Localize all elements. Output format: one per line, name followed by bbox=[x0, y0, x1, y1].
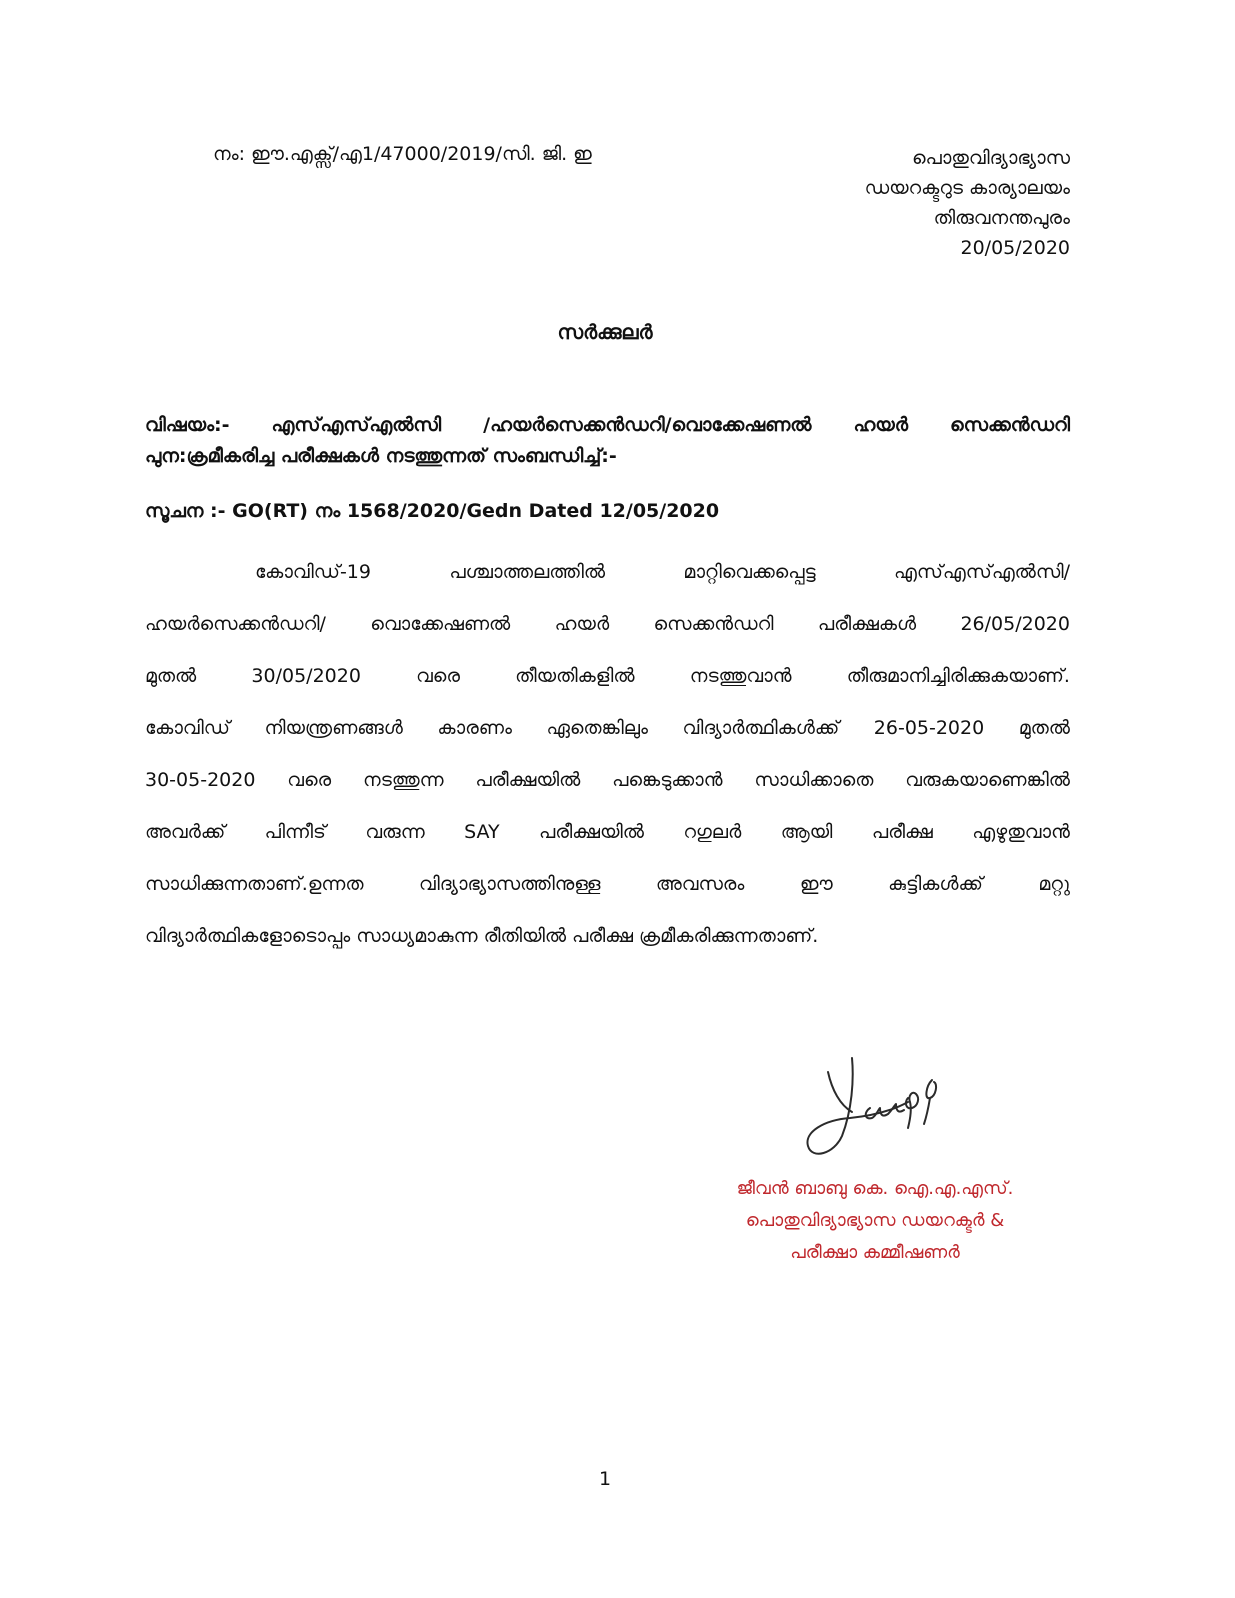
office-line: ഡയറക്ടറുട കാര്യാലയം bbox=[864, 177, 1070, 199]
body-word: സാധിക്കാതെ bbox=[754, 769, 874, 791]
subject-line-1 bbox=[145, 410, 1070, 441]
signatory-designation: പരീക്ഷാ കമ്മീഷണർ bbox=[790, 1242, 960, 1263]
body-word: ആയി bbox=[780, 821, 833, 843]
body-word: അവർക്ക് bbox=[145, 821, 226, 843]
subject-word: /ഹയർസെക്കൻഡറി/വൊക്കേഷണൽ bbox=[483, 414, 812, 436]
body-word: പരീക്ഷകൾ bbox=[817, 613, 917, 635]
body-line-5 bbox=[145, 765, 1070, 817]
body-word: സെക്കൻഡറി bbox=[653, 613, 774, 635]
body-word: കോവിഡ് bbox=[145, 717, 230, 739]
subject-word: ഹയർ bbox=[853, 414, 908, 436]
body-line-3 bbox=[145, 661, 1070, 713]
body-word: ഹയർസെക്കൻഡറി/ bbox=[145, 613, 326, 635]
body-word: പരീക്ഷ bbox=[871, 821, 933, 843]
body-word: SAY bbox=[464, 821, 500, 843]
subject-line-2: പുന:ക്രമീകരിച്ച പരീക്ഷകൾ നടത്തുന്നത് സംബന്ധിച്ച്:- bbox=[145, 445, 617, 467]
office-address-block bbox=[865, 143, 1070, 263]
body-line-2 bbox=[145, 609, 1070, 661]
subject-word: എസ്എസ്എൽസി bbox=[271, 414, 442, 436]
subject-word: വിഷയം:- bbox=[145, 414, 230, 436]
body-word: മുതൽ bbox=[145, 665, 197, 687]
body-word: പരീക്ഷയിൽ bbox=[539, 821, 644, 843]
body-line-1 bbox=[145, 557, 1070, 609]
body-word: 26-05-2020 bbox=[873, 717, 985, 739]
body-word: കാരണം bbox=[437, 717, 512, 739]
body-word: 30-05-2020 bbox=[145, 769, 256, 791]
body-word: ഹയർ bbox=[554, 613, 610, 635]
signatory-designation: പൊതുവിദ്യാഭ്യാസ ഡയറക്ടർ & bbox=[745, 1210, 1005, 1231]
body-word: നടത്തുവാൻ bbox=[689, 665, 792, 687]
body-line-6 bbox=[145, 817, 1070, 869]
body-word: മാറ്റിവെക്കപ്പെട്ട bbox=[683, 561, 816, 583]
body-word: വിദ്യാർത്ഥികൾക്ക് bbox=[682, 717, 840, 739]
body-word: പങ്കെടുക്കാൻ bbox=[612, 769, 723, 791]
document-date: 20/05/2020 bbox=[960, 237, 1070, 259]
body-word: ഈ bbox=[799, 873, 833, 895]
body-word: അവസരം bbox=[655, 873, 745, 895]
body-word: വരെ bbox=[416, 665, 460, 687]
body-word: 30/05/2020 bbox=[251, 665, 361, 687]
signatory-name: ജീവൻ ബാബു കെ. ഐ.എ.എസ്. bbox=[736, 1178, 1014, 1199]
body-word: 26/05/2020 bbox=[960, 613, 1070, 635]
body-line-8: വിദ്യാർത്ഥികളോടൊപ്പം സാധ്യമാകുന്ന രീതിയിൽ പരീക്ഷ ക്രമീകരിക്കുന്നതാണ്. bbox=[145, 925, 819, 947]
body-word: മുതൽ bbox=[1018, 717, 1070, 739]
body-word: വരുകയാണെങ്കിൽ bbox=[905, 769, 1070, 791]
body-word: പിന്നീട് bbox=[264, 821, 326, 843]
subject-word: സെക്കൻഡറി bbox=[950, 414, 1070, 436]
body-word: നടത്തുന്ന bbox=[363, 769, 444, 791]
body-word: എസ്എസ്എൽസി/ bbox=[893, 561, 1070, 583]
body-word: വൊക്കേഷണൽ bbox=[370, 613, 511, 635]
body-word: മറ്റു bbox=[1038, 873, 1070, 895]
body-word: നിയന്ത്രണങ്ങൾ bbox=[264, 717, 403, 739]
signatory-block bbox=[690, 1173, 1060, 1269]
body-word: തീയതികളിൽ bbox=[515, 665, 635, 687]
office-line: പൊതുവിദ്യാഭ്യാസ bbox=[911, 147, 1070, 169]
reference-number: നം: ഈ.എക്സ്/എ1/47000/2019/സി. ജി. ഇ bbox=[213, 143, 592, 165]
body-word: വരുന്ന bbox=[365, 821, 425, 843]
office-line: തിരുവനന്തപുരം bbox=[933, 207, 1070, 229]
body-word: കുട്ടികൾക്ക് bbox=[888, 873, 983, 895]
body-word: കോവിഡ്-19 bbox=[255, 561, 371, 583]
body-word: റഗുലർ bbox=[683, 821, 742, 843]
body-word: സാധിക്കുന്നതാണ്.ഉന്നത bbox=[145, 873, 364, 895]
body-word: പരീക്ഷയിൽ bbox=[475, 769, 581, 791]
circular-heading: സർക്കുലർ bbox=[557, 320, 653, 344]
body-word: ഏതെങ്കിലും bbox=[546, 717, 648, 739]
reference-line: സൂചന :- GO(RT) നം 1568/2020/Gedn Dated 12/05/2020 bbox=[145, 500, 720, 522]
subject-block bbox=[145, 410, 1070, 472]
body-word: പശ്ചാത്തലത്തിൽ bbox=[449, 561, 606, 583]
body-word: വരെ bbox=[287, 769, 332, 791]
body-word: വിദ്യാഭ്യാസത്തിനുള്ള bbox=[418, 873, 601, 895]
signature-image bbox=[800, 1050, 960, 1170]
circular-body bbox=[145, 557, 1070, 973]
body-line-7 bbox=[145, 869, 1070, 921]
body-word: എഴുതുവാൻ bbox=[972, 821, 1070, 843]
page-number: 1 bbox=[598, 1468, 612, 1490]
body-word: തീരുമാനിച്ചിരിക്കുകയാണ്. bbox=[846, 665, 1070, 687]
body-line-4 bbox=[145, 713, 1070, 765]
